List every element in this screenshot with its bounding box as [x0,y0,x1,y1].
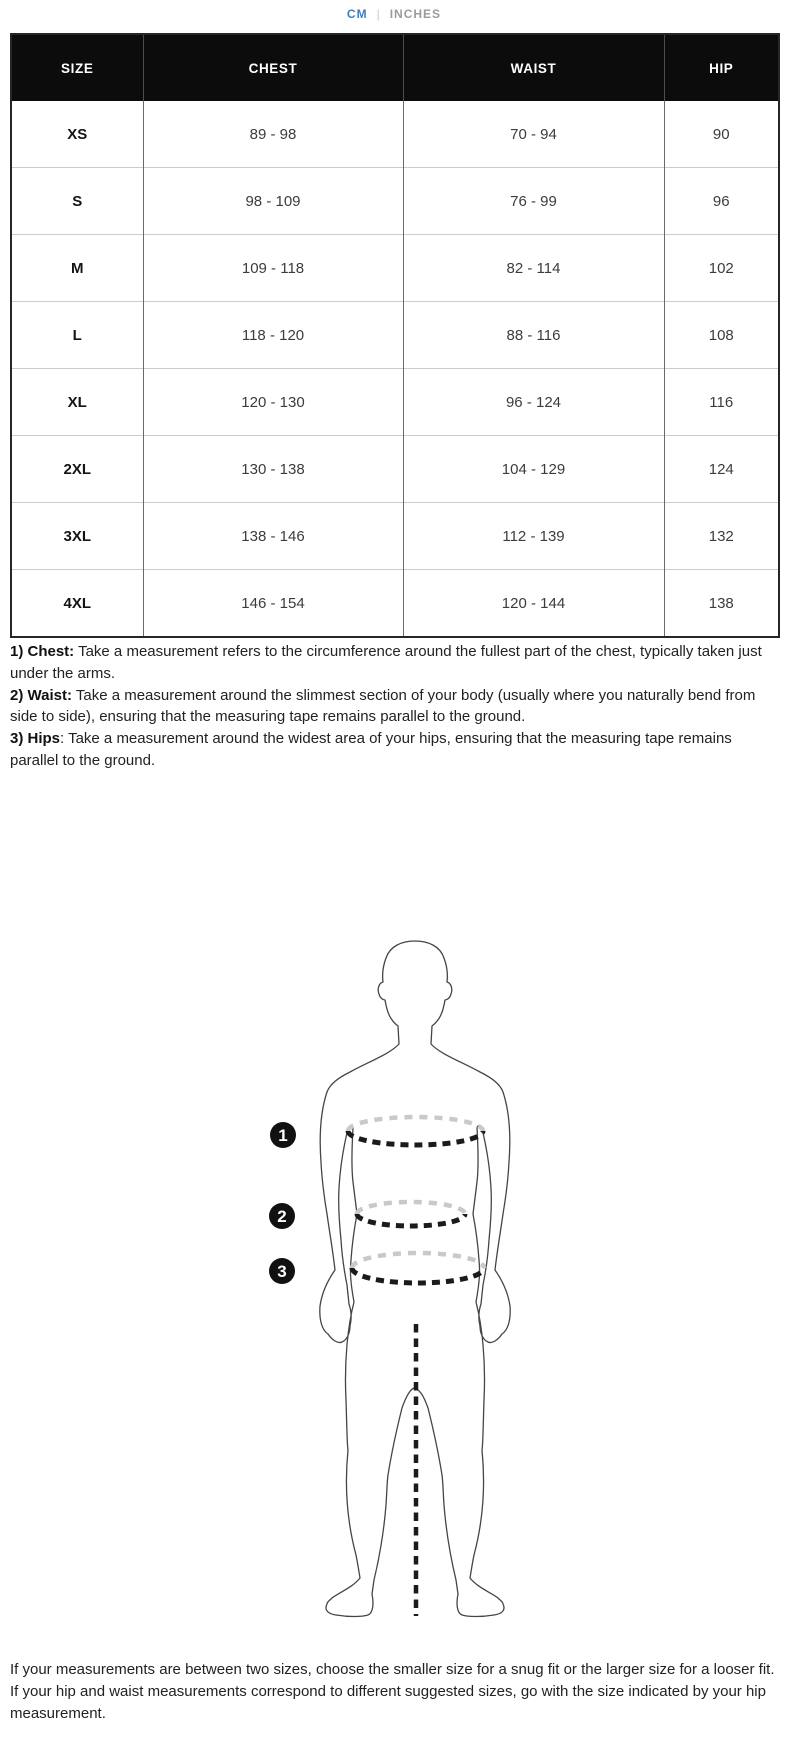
cell-chest: 109 - 118 [143,235,403,302]
size-table-body [11,101,779,637]
cell-waist: 104 - 129 [403,436,664,503]
unit-toggle-separator: | [376,7,381,21]
table-row [11,570,779,638]
size-chart-table [10,33,780,638]
instruction-item [10,641,782,685]
cell-size: XL [11,369,143,436]
table-row [11,503,779,570]
column-header-size: SIZE [11,34,143,101]
marker-3-number: 3 [277,1262,287,1281]
column-header-hip: HIP [664,34,779,101]
cell-waist: 112 - 139 [403,503,664,570]
cell-size: XS [11,101,143,168]
size-table-head [11,34,779,101]
cell-hip: 116 [664,369,779,436]
instruction-text: : Take a measurement around the widest area of your hips, ensuring that the measuring tape remains parallel to the ground. [10,730,732,769]
fit-advice-note: If your measurements are between two sizes, choose the smaller size for a snug fit or the larger size for a looser fit. If your hip and waist measurements correspond to different suggested sizes, go with the size indicated by your hip measurement. [10,1661,775,1722]
cell-hip: 124 [664,436,779,503]
table-row [11,168,779,235]
cell-chest: 89 - 98 [143,101,403,168]
cell-size: 2XL [11,436,143,503]
instruction-label: 2) Waist: [10,686,72,704]
cell-size: 4XL [11,570,143,638]
size-table-header-row [11,34,779,101]
marker-3 [269,1258,295,1284]
unit-inches-button[interactable]: INCHES [389,7,442,21]
cell-chest: 138 - 146 [143,503,403,570]
instruction-text: Take a measurement around the slimmest section of your body (usually where you naturally bend from side to side), ensuring that the measuring tape remains parallel to the ground. [10,686,756,726]
cell-hip: 96 [664,168,779,235]
cell-chest: 146 - 154 [143,570,403,638]
cell-size: L [11,302,143,369]
unit-toggle [0,7,788,21]
instruction-label: 3) Hips [10,730,61,748]
cell-size: 3XL [11,503,143,570]
cell-hip: 132 [664,503,779,570]
measurement-instructions [10,641,782,772]
marker-2 [269,1203,295,1229]
cell-chest: 130 - 138 [143,436,403,503]
body-measurement-diagram [240,930,580,1630]
table-row [11,436,779,503]
instruction-item [10,728,782,772]
marker-2-number: 2 [277,1207,287,1226]
cell-waist: 76 - 99 [403,168,664,235]
cell-waist: 120 - 144 [403,570,664,638]
table-row [11,369,779,436]
cell-chest: 118 - 120 [143,302,403,369]
table-row [11,101,779,168]
table-row [11,302,779,369]
column-header-chest: CHEST [143,34,403,101]
cell-waist: 96 - 124 [403,369,664,436]
cell-hip: 90 [664,101,779,168]
cell-waist: 82 - 114 [403,235,664,302]
instruction-text: Take a measurement refers to the circumference around the fullest part of the chest, typically taken just under the arms. [10,643,762,682]
cell-size: S [11,168,143,235]
cell-waist: 88 - 116 [403,302,664,369]
instruction-label: 1) Chest: [10,643,75,660]
cell-hip: 138 [664,570,779,638]
cell-hip: 102 [664,235,779,302]
unit-cm-button[interactable]: CM [346,7,368,21]
cell-chest: 98 - 109 [143,168,403,235]
cell-waist: 70 - 94 [403,101,664,168]
cell-size: M [11,235,143,302]
cell-hip: 108 [664,302,779,369]
marker-1-number: 1 [278,1126,288,1145]
cell-chest: 120 - 130 [143,369,403,436]
marker-1 [270,1122,296,1148]
body-diagram-svg [240,930,580,1630]
instruction-item [10,685,782,729]
table-row [11,235,779,302]
column-header-waist: WAIST [403,34,664,101]
